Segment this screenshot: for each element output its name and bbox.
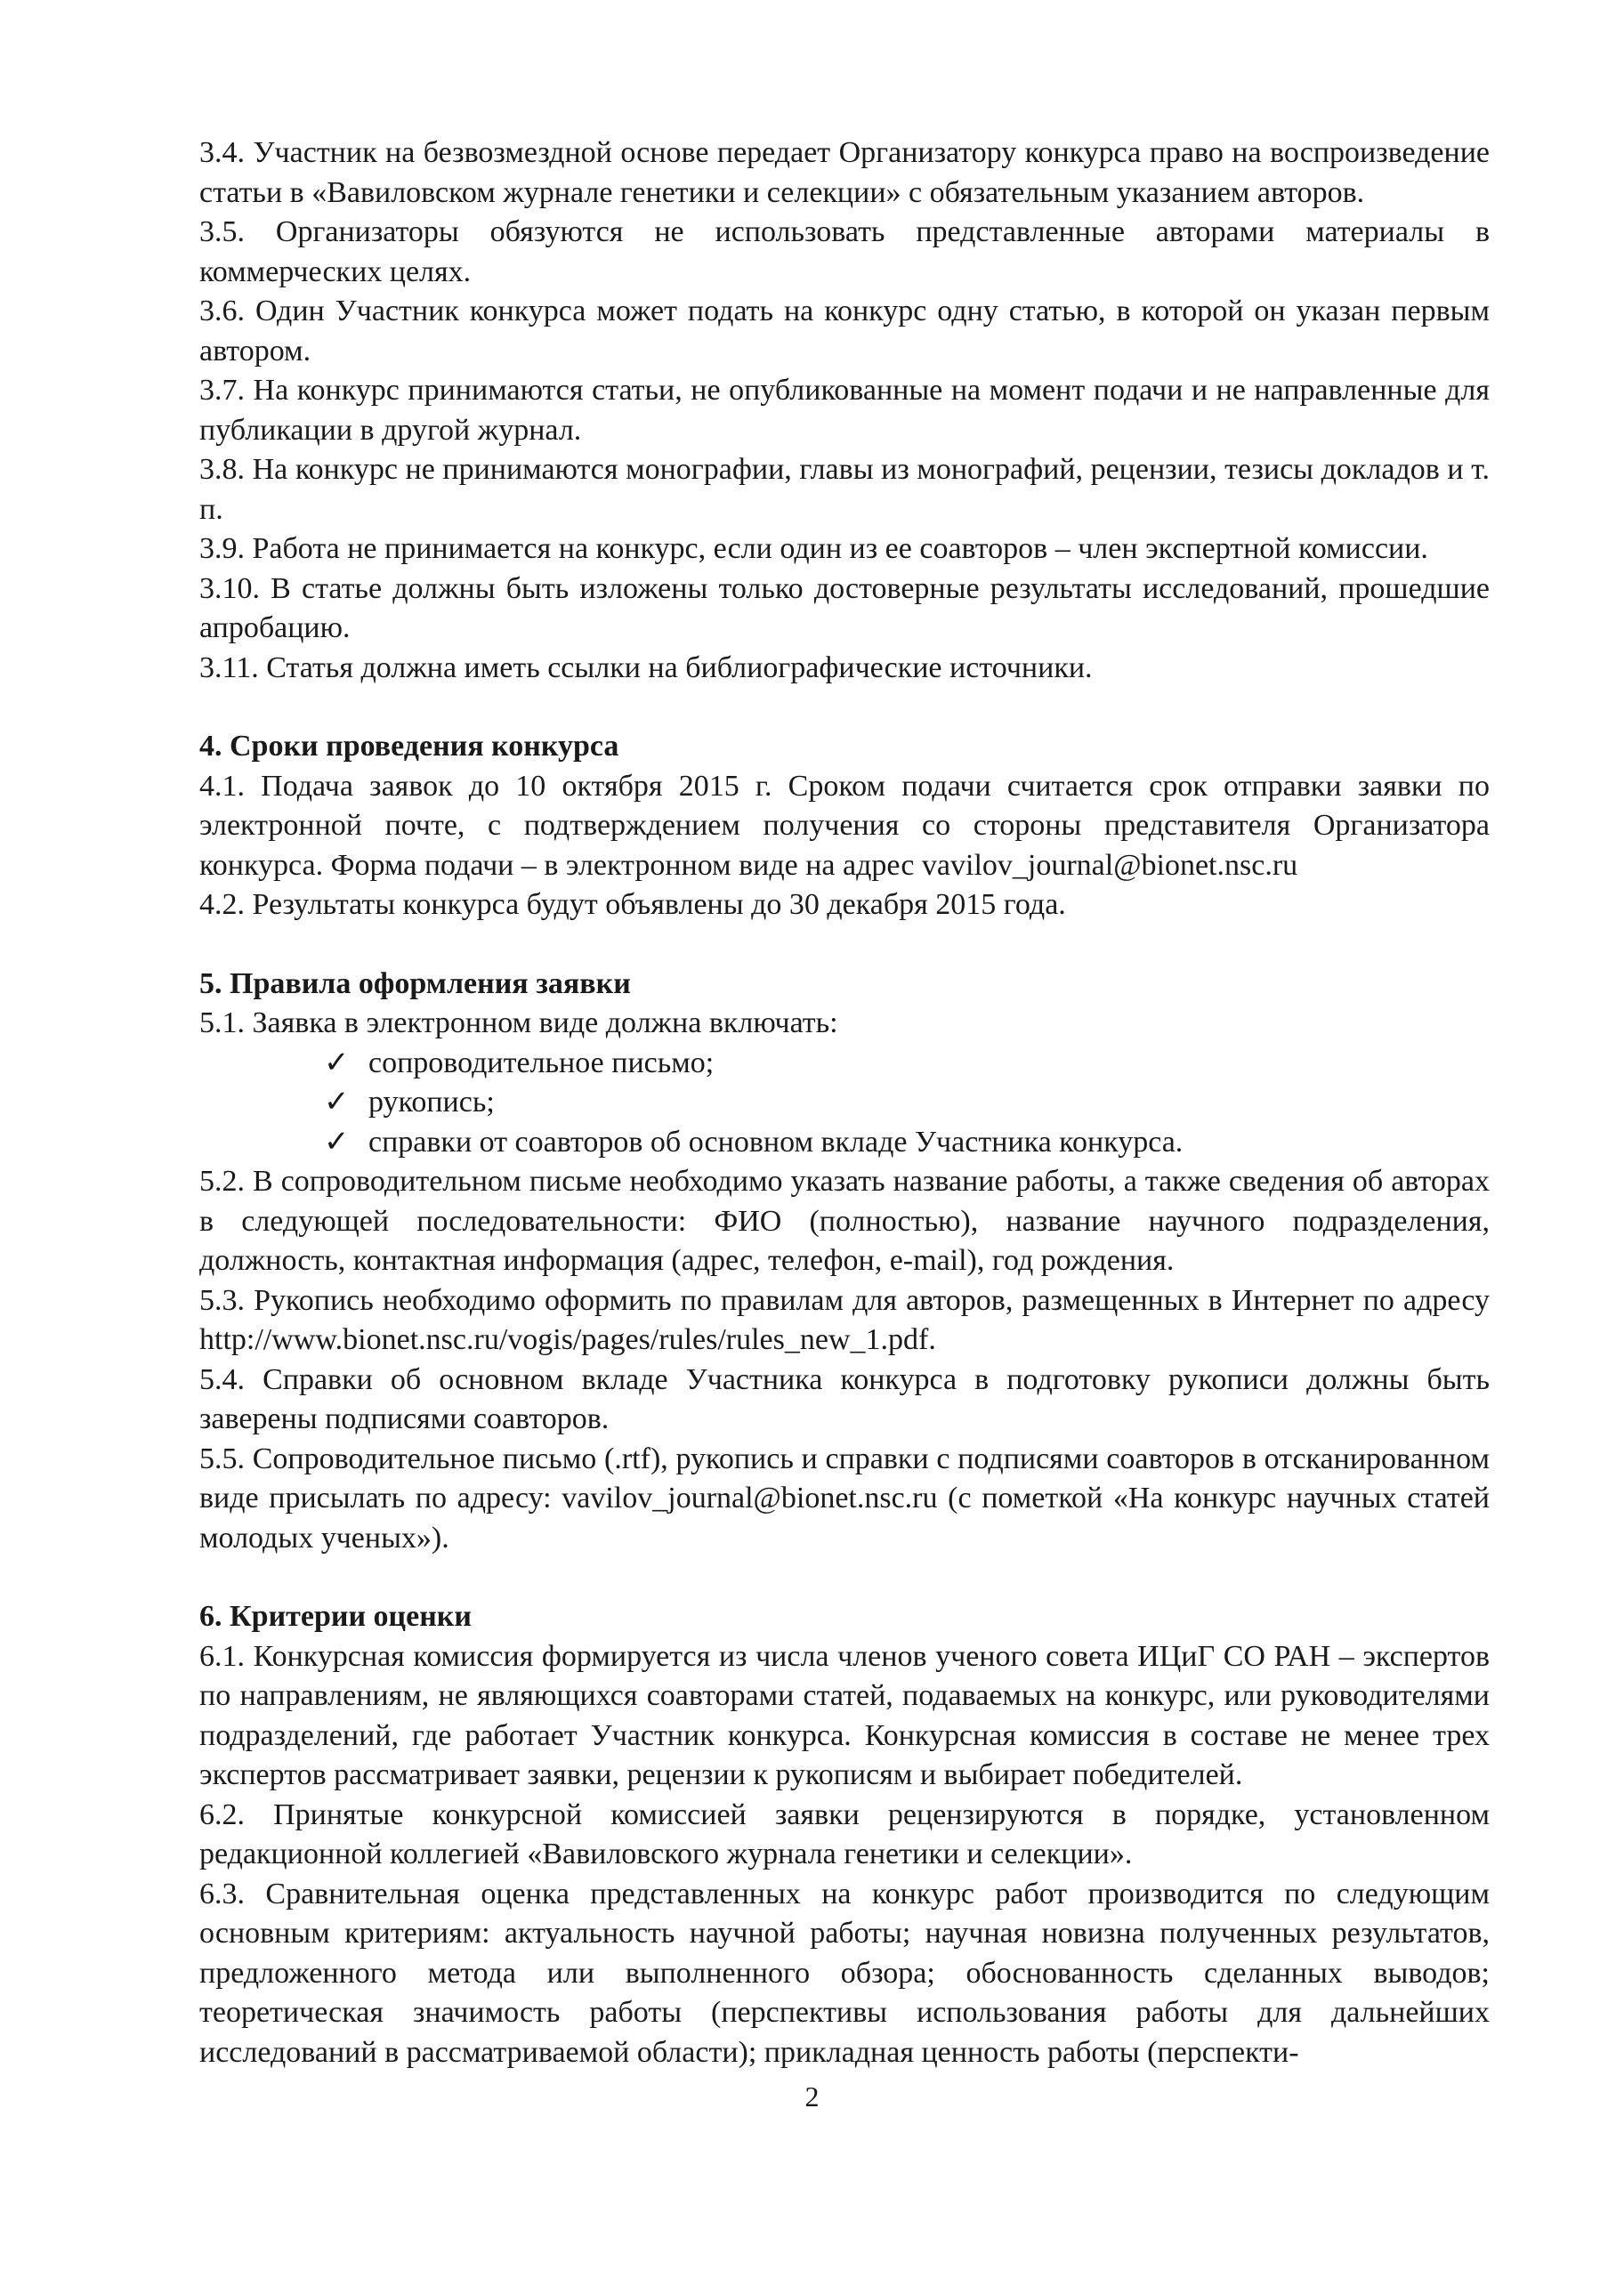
paragraph-3-8: 3.8. На конкурс не принимаются монографии, главы из монографий, рецензии, тезисы докладов и т. п. — [199, 453, 1490, 526]
paragraph-5-5: 5.5. Сопроводительное письмо (.rtf), рукопись и справки с подписями соавторов в отсканированном виде присылать по адресу: vavilov_journal@bionet.nsc.ru (с пометкой «На конкурс научных статей молодых ученых»). — [199, 1442, 1490, 1555]
checklist-item-text: рукопись; — [368, 1086, 495, 1119]
paragraph-5-3: 5.3. Рукопись необходимо оформить по правилам для авторов, размещенных в Интернет по адресу http://www.bionet.nsc.ru/vogis/pages/rules/rules_new_1.pdf. — [199, 1283, 1490, 1356]
section-4-heading: 4. Сроки проведения конкурса — [199, 730, 619, 763]
paragraph-5-4: 5.4. Справки об основном вкладе Участника конкурса в подготовку рукописи должны быть заверены подписями соавторов. — [199, 1362, 1490, 1435]
paragraph-3-4: 3.4. Участник на безвозмездной основе передает Организатору конкурса право на воспроизведение статьи в «Вавиловском журнале генетики и селекции» с обязательным указанием авторов. — [199, 136, 1490, 209]
checklist-item — [324, 1083, 1490, 1123]
checklist — [199, 1044, 1490, 1163]
paragraph-4-2: 4.2. Результаты конкурса будут объявлены до 30 декабря 2015 года. — [199, 888, 1066, 921]
page-number: 2 — [804, 2080, 820, 2112]
paragraph-4-1: 4.1. Подача заявок до 10 октября 2015 г. Сроком подачи считается срок отправки заявки по электронной почте, с подтверждением получения со стороны представителя Организатора конкурса. Форма подачи – в электронном виде на адрес vavilov_journal@bionet.nsc.ru — [199, 769, 1490, 882]
checkmark-icon: ✓ — [324, 1046, 350, 1079]
checklist-item-text: сопроводительное письмо; — [368, 1046, 715, 1079]
paragraph-3-9: 3.9. Работа не принимается на конкурс, если один из ее соавторов – член экспертной комиссии. — [199, 532, 1428, 565]
page-content — [199, 133, 1490, 2072]
section-3-continued — [199, 133, 1490, 688]
paragraph-6-1: 6.1. Конкурсная комиссия формируется из числа членов ученого совета ИЦиГ СО РАН – экспертов по направлениям, не являющихся соавторами статей, подаваемых на конкурс, или руководителями подразделений, где работает Участник конкурса. Конкурсная комиссия в составе не менее трех экспертов рассматривает заявки, рецензии к рукописям и выбирает победителей. — [199, 1639, 1490, 1791]
section-6 — [199, 1597, 1490, 2072]
checklist-item — [324, 1123, 1490, 1163]
paragraph-3-5: 3.5. Организаторы обязуются не использовать представленные авторами материалы в коммерческих целях. — [199, 215, 1490, 288]
section-6-heading: 6. Критерии оценки — [199, 1600, 472, 1633]
checkmark-icon: ✓ — [324, 1125, 350, 1159]
paragraph-5-1: 5.1. Заявка в электронном виде должна включать: — [199, 1006, 838, 1039]
paragraph-3-10: 3.10. В статье должны быть изложены только достоверные результаты исследований, прошедшие апробацию. — [199, 571, 1490, 644]
section-5-heading: 5. Правила оформления заявки — [199, 966, 631, 1000]
paragraph-6-2: 6.2. Принятые конкурсной комиссией заявки рецензируются в порядке, установленном редакционной коллегией «Вавиловского журнала генетики и селекции». — [199, 1797, 1490, 1870]
paragraph-3-7: 3.7. На конкурс принимаются статьи, не опубликованные на момент подачи и не направленные для публикации в другой журнал. — [199, 374, 1490, 447]
section-4 — [199, 727, 1490, 925]
checkmark-icon: ✓ — [324, 1086, 350, 1119]
paragraph-6-3: 6.3. Сравнительная оценка представленных на конкурс работ производится по следующим основным критериям: актуальность научной работы; научная новизна полученных результатов, предложенного метода или выполненного обзора; обоснованность сделанных выводов; теоретическая значимость работы (перспективы использования работы для дальнейших исследований в рассматриваемой области); прикладная ценность работы (перспекти- — [199, 1877, 1490, 2069]
checklist-item — [324, 1044, 1490, 1084]
section-5 — [199, 965, 1490, 1559]
paragraph-3-6: 3.6. Один Участник конкурса может подать на конкурс одну статью, в которой он указан первым автором. — [199, 295, 1490, 368]
paragraph-5-2: 5.2. В сопроводительном письме необходимо указать название работы, а также сведения об авторах в следующей последовательности: ФИО (полностью), название научного подразделения, должность, контактная информация (адрес, телефон, e-mail), год рождения. — [199, 1165, 1490, 1277]
checklist-item-text: справки от соавторов об основном вкладе Участника конкурса. — [368, 1125, 1184, 1159]
paragraph-3-11: 3.11. Статья должна иметь ссылки на библиографические источники. — [199, 650, 1093, 684]
